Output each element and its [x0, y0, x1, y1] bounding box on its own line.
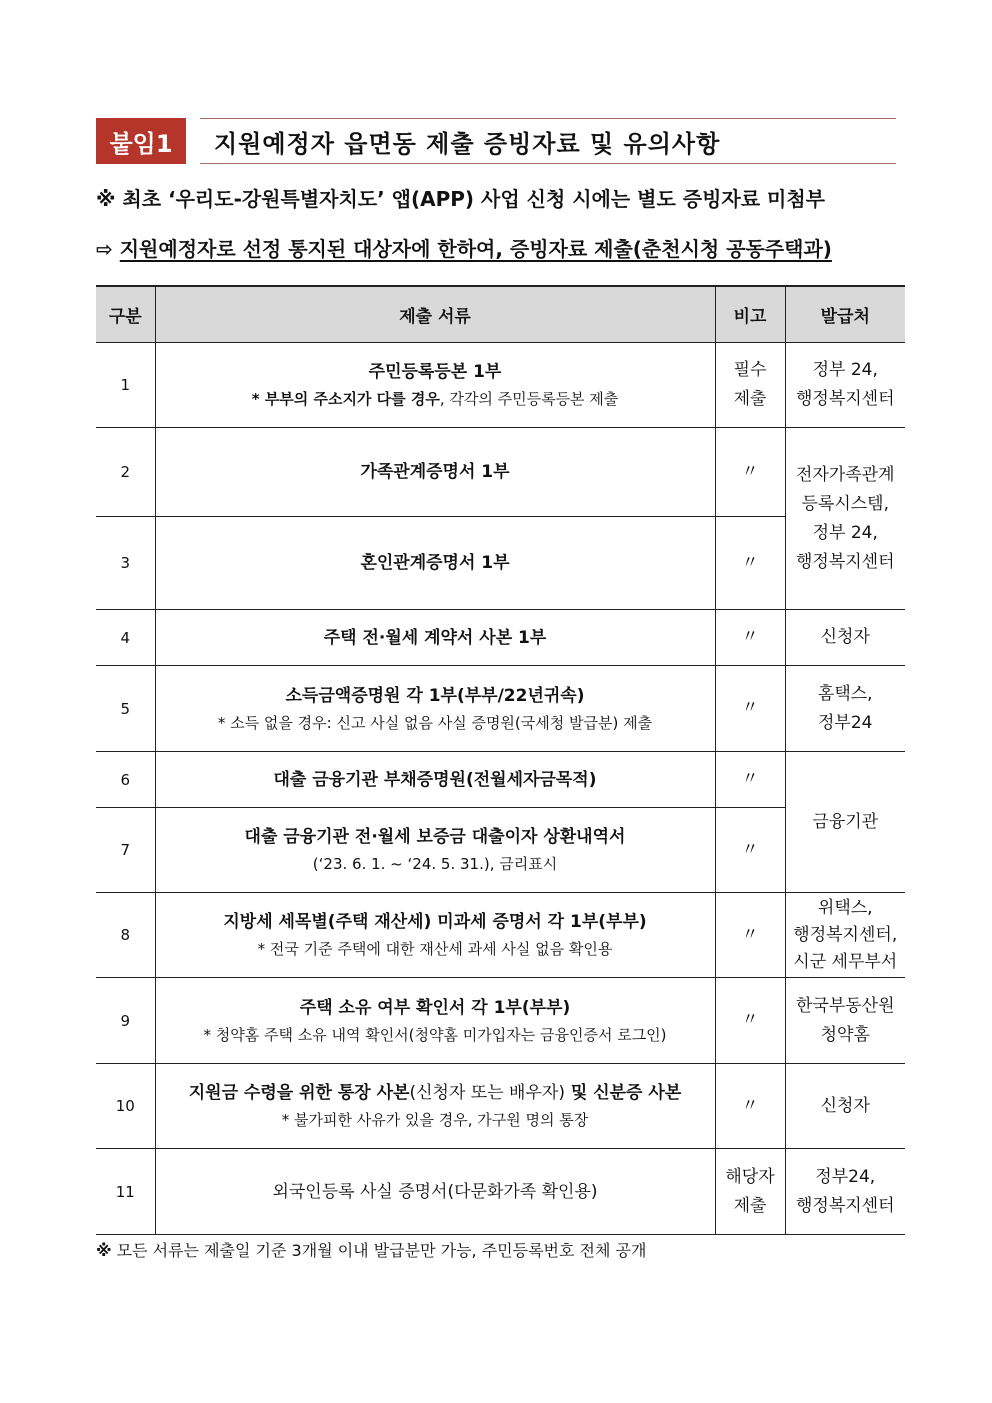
- document-cell: [155, 1149, 715, 1235]
- attachment-badge: 붙임1: [96, 118, 186, 164]
- document-title: 지원예정자 읍면동 제출 증빙자료 및 유의사항: [200, 118, 896, 164]
- issuer: 홈택스, 정부24: [785, 666, 905, 752]
- notice-line-2: [96, 233, 896, 262]
- table-row: [96, 666, 905, 752]
- remark: 〃: [715, 1064, 785, 1149]
- document-title-bold-2: 및 신분증 사본: [564, 1083, 682, 1103]
- document-title: 주택 소유 여부 확인서 각 1부(부부): [299, 997, 571, 1018]
- attachment-header: [96, 118, 896, 166]
- header-issuer: 발급처: [785, 286, 905, 343]
- header-category: 구분: [96, 286, 155, 343]
- document-note: [156, 386, 715, 412]
- remark: 〃: [715, 893, 785, 978]
- document-cell: [155, 752, 715, 808]
- footer-text: 모든 서류는 제출일 기준 3개월 이내 발급분만 가능, 주민등록번호 전체 공개: [111, 1241, 647, 1260]
- remark: 〃: [715, 517, 785, 610]
- document-cell: [155, 343, 715, 428]
- issuer: 정부 24, 행정복지센터: [785, 343, 905, 428]
- document-note: * 소득 없을 경우: 신고 사실 없음 사실 증명원(국세청 발급분) 제출: [217, 713, 653, 732]
- table-row: [96, 610, 905, 666]
- row-number: 6: [96, 752, 155, 808]
- document-title: 소득금액증명원 각 1부(부부/22년귀속): [285, 685, 585, 706]
- remark: 〃: [715, 610, 785, 666]
- document-title-bold-1: 지원금 수령을 위한 통장 사본: [188, 1083, 410, 1103]
- remark: 〃: [715, 808, 785, 893]
- row-number: 8: [96, 893, 155, 978]
- table-row: [96, 1149, 905, 1235]
- table-row: [96, 343, 905, 428]
- remark: 필수 제출: [715, 343, 785, 428]
- document-title-plain: (신청자 또는 배우자): [409, 1083, 565, 1103]
- document-title: 외국인등록 사실 증명서(다문화가족 확인용): [272, 1181, 598, 1202]
- table-row: [96, 808, 905, 893]
- header-documents: 제출 서류: [155, 286, 715, 343]
- document-note-rest: , 각각의 주민등록등본 제출: [439, 390, 619, 408]
- document-cell: [155, 610, 715, 666]
- row-number: 9: [96, 978, 155, 1064]
- notice-line-2-text: 지원예정자로 선정 통지된 대상자에 한하여, 증빙자료 제출(춘천시청 공동주택과): [119, 237, 832, 261]
- reference-mark: ※: [96, 1241, 112, 1260]
- document-note-bold: * 부부의 주소지가 다를 경우: [251, 390, 440, 408]
- footer-note: [96, 1238, 646, 1261]
- issuer: 신청자: [785, 610, 905, 666]
- row-number: 2: [96, 428, 155, 517]
- document-title: 대출 금융기관 전·월세 보증금 대출이자 상환내역서: [244, 827, 626, 847]
- row-number: 5: [96, 666, 155, 752]
- header-remarks: 비고: [715, 286, 785, 343]
- document-title: 주민등록등본 1부: [368, 362, 502, 382]
- row-number: 3: [96, 517, 155, 610]
- issuer: 위택스, 행정복지센터, 시군 세무부서: [785, 893, 905, 978]
- issuer: 정부24, 행정복지센터: [785, 1149, 905, 1235]
- table-row: [96, 752, 905, 808]
- document-cell: [155, 893, 715, 978]
- arrow-icon: ⇨: [96, 237, 113, 261]
- document-title: [156, 1079, 715, 1107]
- table-row: [96, 978, 905, 1064]
- table-row: [96, 428, 905, 517]
- issuer: 신청자: [785, 1064, 905, 1149]
- remark: 〃: [715, 666, 785, 752]
- document-cell: [155, 808, 715, 893]
- remark: 〃: [715, 978, 785, 1064]
- table-header-row: [96, 286, 905, 343]
- row-number: 10: [96, 1064, 155, 1149]
- document-cell: [155, 978, 715, 1064]
- table-row: [96, 893, 905, 978]
- document-note: * 청약홈 주택 소유 내역 확인서(청약홈 미가입자는 금융인증서 로그인): [203, 1025, 667, 1044]
- remark: 해당자 제출: [715, 1149, 785, 1235]
- row-number: 11: [96, 1149, 155, 1235]
- document-title: 가족관계증명서 1부: [360, 462, 510, 482]
- row-number: 7: [96, 808, 155, 893]
- row-number: 1: [96, 343, 155, 428]
- issuer: 금융기관: [785, 752, 905, 893]
- document-cell: [155, 428, 715, 517]
- document-title: 주택 전·월세 계약서 사본 1부: [323, 627, 547, 648]
- remark: 〃: [715, 752, 785, 808]
- row-number: 4: [96, 610, 155, 666]
- document-title: 혼인관계증명서 1부: [360, 553, 510, 573]
- document-cell: [155, 1064, 715, 1149]
- document-title: 지방세 세목별(주택 재산세) 미과세 증명서 각 1부(부부): [223, 912, 647, 932]
- documents-table: [96, 285, 905, 1235]
- document-note: * 불가피한 사유가 있을 경우, 가구원 명의 통장: [281, 1111, 589, 1129]
- table-row: [96, 1064, 905, 1149]
- issuer: 전자가족관계 등록시스템, 정부 24, 행정복지센터: [785, 428, 905, 610]
- document-note: * 전국 기준 주택에 대한 재산세 과세 사실 없음 확인용: [257, 940, 613, 958]
- issuer: 한국부동산원 청약홈: [785, 978, 905, 1064]
- document-title: 대출 금융기관 부채증명원(전월세자금목적): [273, 769, 597, 790]
- document-cell: [155, 666, 715, 752]
- document-cell: [155, 517, 715, 610]
- table-row: [96, 517, 905, 610]
- document-note: (‘23. 6. 1. ~ ‘24. 5. 31.), 금리표시: [312, 855, 558, 873]
- notice-line-1: ※ 최초 ‘우리도-강원특별자치도’ 앱(APP) 사업 신청 시에는 별도 증빙자료 미첨부: [96, 187, 825, 211]
- remark: 〃: [715, 428, 785, 517]
